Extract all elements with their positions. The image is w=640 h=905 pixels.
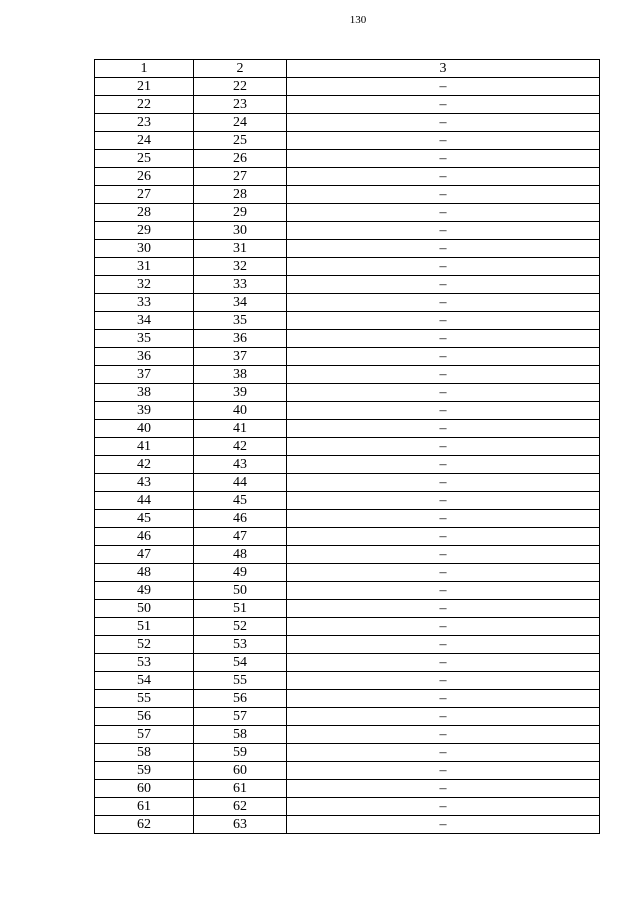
table-row <box>95 294 600 312</box>
table-cell-col-1: 32 <box>95 276 194 294</box>
table-row <box>95 384 600 402</box>
table-cell-col-3: – <box>287 240 600 258</box>
table-row <box>95 330 600 348</box>
table-row <box>95 798 600 816</box>
table-cell-col-3: – <box>287 420 600 438</box>
column-header-1: 1 <box>95 60 194 78</box>
table-cell-col-1: 36 <box>95 348 194 366</box>
table-cell-col-2: 57 <box>194 708 287 726</box>
table-cell-col-1: 48 <box>95 564 194 582</box>
table-cell-col-2: 39 <box>194 384 287 402</box>
table-row <box>95 150 600 168</box>
table-cell-col-1: 33 <box>95 294 194 312</box>
table-cell-col-1: 52 <box>95 636 194 654</box>
table-cell-col-1: 29 <box>95 222 194 240</box>
table-cell-col-1: 41 <box>95 438 194 456</box>
table-row <box>95 762 600 780</box>
table-cell-col-2: 25 <box>194 132 287 150</box>
table-row <box>95 636 600 654</box>
table-row <box>95 600 600 618</box>
table-cell-col-3: – <box>287 618 600 636</box>
column-header-2: 2 <box>194 60 287 78</box>
table-cell-col-3: – <box>287 708 600 726</box>
table-cell-col-1: 22 <box>95 96 194 114</box>
table-cell-col-3: – <box>287 798 600 816</box>
table-cell-col-3: – <box>287 510 600 528</box>
table-cell-col-3: – <box>287 402 600 420</box>
table-row <box>95 456 600 474</box>
table-row <box>95 492 600 510</box>
table-cell-col-2: 49 <box>194 564 287 582</box>
table-cell-col-1: 43 <box>95 474 194 492</box>
table-cell-col-2: 26 <box>194 150 287 168</box>
table-cell-col-3: – <box>287 96 600 114</box>
table-row <box>95 420 600 438</box>
table-cell-col-2: 52 <box>194 618 287 636</box>
table-cell-col-1: 57 <box>95 726 194 744</box>
table-cell-col-1: 44 <box>95 492 194 510</box>
table-cell-col-3: – <box>287 528 600 546</box>
table-cell-col-1: 25 <box>95 150 194 168</box>
table-cell-col-2: 47 <box>194 528 287 546</box>
table-cell-col-3: – <box>287 258 600 276</box>
table-cell-col-2: 38 <box>194 366 287 384</box>
table-cell-col-1: 54 <box>95 672 194 690</box>
table-cell-col-1: 62 <box>95 816 194 834</box>
table-cell-col-2: 55 <box>194 672 287 690</box>
table-cell-col-1: 21 <box>95 78 194 96</box>
table-cell-col-1: 51 <box>95 618 194 636</box>
table-cell-col-2: 32 <box>194 258 287 276</box>
table-cell-col-2: 43 <box>194 456 287 474</box>
column-header-3: 3 <box>287 60 600 78</box>
table-row <box>95 366 600 384</box>
table-row <box>95 564 600 582</box>
table-cell-col-1: 47 <box>95 546 194 564</box>
table-cell-col-3: – <box>287 690 600 708</box>
table-cell-col-2: 51 <box>194 600 287 618</box>
table-cell-col-3: – <box>287 654 600 672</box>
table-row <box>95 438 600 456</box>
table-cell-col-3: – <box>287 366 600 384</box>
table-cell-col-3: – <box>287 600 600 618</box>
table-cell-col-1: 24 <box>95 132 194 150</box>
table-cell-col-2: 54 <box>194 654 287 672</box>
table-row <box>95 474 600 492</box>
data-table <box>94 59 600 834</box>
table-cell-col-1: 34 <box>95 312 194 330</box>
table-cell-col-2: 50 <box>194 582 287 600</box>
table-cell-col-3: – <box>287 150 600 168</box>
table-row <box>95 240 600 258</box>
table-cell-col-2: 24 <box>194 114 287 132</box>
table-cell-col-2: 59 <box>194 744 287 762</box>
table-row <box>95 186 600 204</box>
table-cell-col-2: 48 <box>194 546 287 564</box>
table-cell-col-3: – <box>287 456 600 474</box>
table-cell-col-1: 23 <box>95 114 194 132</box>
table-cell-col-1: 31 <box>95 258 194 276</box>
table-cell-col-2: 44 <box>194 474 287 492</box>
table-cell-col-1: 53 <box>95 654 194 672</box>
table-cell-col-1: 38 <box>95 384 194 402</box>
table-header-row <box>95 60 600 78</box>
table-cell-col-3: – <box>287 168 600 186</box>
table-row <box>95 744 600 762</box>
table-cell-col-3: – <box>287 636 600 654</box>
table-row <box>95 114 600 132</box>
table-cell-col-1: 58 <box>95 744 194 762</box>
table-cell-col-1: 61 <box>95 798 194 816</box>
table-cell-col-3: – <box>287 330 600 348</box>
table-cell-col-2: 37 <box>194 348 287 366</box>
table-cell-col-2: 62 <box>194 798 287 816</box>
table-cell-col-2: 60 <box>194 762 287 780</box>
table-cell-col-3: – <box>287 132 600 150</box>
table-cell-col-1: 39 <box>95 402 194 420</box>
table-body <box>95 78 600 834</box>
table-row <box>95 168 600 186</box>
table-cell-col-3: – <box>287 816 600 834</box>
table-row <box>95 312 600 330</box>
table-cell-col-3: – <box>287 438 600 456</box>
table-row <box>95 690 600 708</box>
table-cell-col-2: 45 <box>194 492 287 510</box>
table-row <box>95 816 600 834</box>
table-cell-col-3: – <box>287 348 600 366</box>
table-cell-col-3: – <box>287 492 600 510</box>
table-cell-col-2: 34 <box>194 294 287 312</box>
table-cell-col-2: 56 <box>194 690 287 708</box>
table-cell-col-1: 59 <box>95 762 194 780</box>
table-cell-col-1: 49 <box>95 582 194 600</box>
table-row <box>95 258 600 276</box>
table-cell-col-2: 35 <box>194 312 287 330</box>
table-cell-col-2: 41 <box>194 420 287 438</box>
table-cell-col-2: 22 <box>194 78 287 96</box>
table-row <box>95 546 600 564</box>
table-cell-col-3: – <box>287 312 600 330</box>
table-cell-col-2: 31 <box>194 240 287 258</box>
page-number: 130 <box>349 14 367 26</box>
table-cell-col-3: – <box>287 564 600 582</box>
table-cell-col-2: 28 <box>194 186 287 204</box>
table-cell-col-2: 36 <box>194 330 287 348</box>
table-row <box>95 222 600 240</box>
table-cell-col-2: 58 <box>194 726 287 744</box>
table-cell-col-3: – <box>287 672 600 690</box>
table-cell-col-3: – <box>287 474 600 492</box>
table-cell-col-3: – <box>287 780 600 798</box>
table-cell-col-1: 28 <box>95 204 194 222</box>
table-row <box>95 654 600 672</box>
table-row <box>95 708 600 726</box>
table-cell-col-3: – <box>287 546 600 564</box>
table-cell-col-3: – <box>287 186 600 204</box>
table-cell-col-2: 29 <box>194 204 287 222</box>
table-row <box>95 204 600 222</box>
table-row <box>95 276 600 294</box>
table-row <box>95 780 600 798</box>
table-cell-col-2: 33 <box>194 276 287 294</box>
table-cell-col-3: – <box>287 114 600 132</box>
table-cell-col-1: 26 <box>95 168 194 186</box>
table-cell-col-2: 63 <box>194 816 287 834</box>
table-row <box>95 402 600 420</box>
table-row <box>95 618 600 636</box>
table-cell-col-1: 35 <box>95 330 194 348</box>
table-cell-col-3: – <box>287 384 600 402</box>
table-cell-col-3: – <box>287 726 600 744</box>
table-cell-col-1: 42 <box>95 456 194 474</box>
table-row <box>95 582 600 600</box>
table-cell-col-1: 56 <box>95 708 194 726</box>
table-row <box>95 348 600 366</box>
table-cell-col-3: – <box>287 294 600 312</box>
table-cell-col-2: 23 <box>194 96 287 114</box>
table-row <box>95 528 600 546</box>
table-row <box>95 726 600 744</box>
table-row <box>95 78 600 96</box>
table-cell-col-1: 40 <box>95 420 194 438</box>
table-cell-col-3: – <box>287 78 600 96</box>
table-cell-col-2: 27 <box>194 168 287 186</box>
table-cell-col-2: 30 <box>194 222 287 240</box>
table-row <box>95 510 600 528</box>
table-cell-col-3: – <box>287 744 600 762</box>
table-cell-col-2: 53 <box>194 636 287 654</box>
table-cell-col-1: 55 <box>95 690 194 708</box>
table-row <box>95 96 600 114</box>
table-cell-col-2: 42 <box>194 438 287 456</box>
table-row <box>95 132 600 150</box>
table-cell-col-3: – <box>287 276 600 294</box>
table-cell-col-2: 61 <box>194 780 287 798</box>
table-cell-col-3: – <box>287 762 600 780</box>
table-cell-col-1: 45 <box>95 510 194 528</box>
table-cell-col-1: 46 <box>95 528 194 546</box>
table-cell-col-1: 30 <box>95 240 194 258</box>
table-cell-col-1: 27 <box>95 186 194 204</box>
table-cell-col-1: 37 <box>95 366 194 384</box>
table-row <box>95 672 600 690</box>
table-cell-col-3: – <box>287 204 600 222</box>
table-cell-col-3: – <box>287 582 600 600</box>
table-cell-col-2: 46 <box>194 510 287 528</box>
table-cell-col-1: 60 <box>95 780 194 798</box>
table-cell-col-3: – <box>287 222 600 240</box>
table-cell-col-1: 50 <box>95 600 194 618</box>
table-cell-col-2: 40 <box>194 402 287 420</box>
